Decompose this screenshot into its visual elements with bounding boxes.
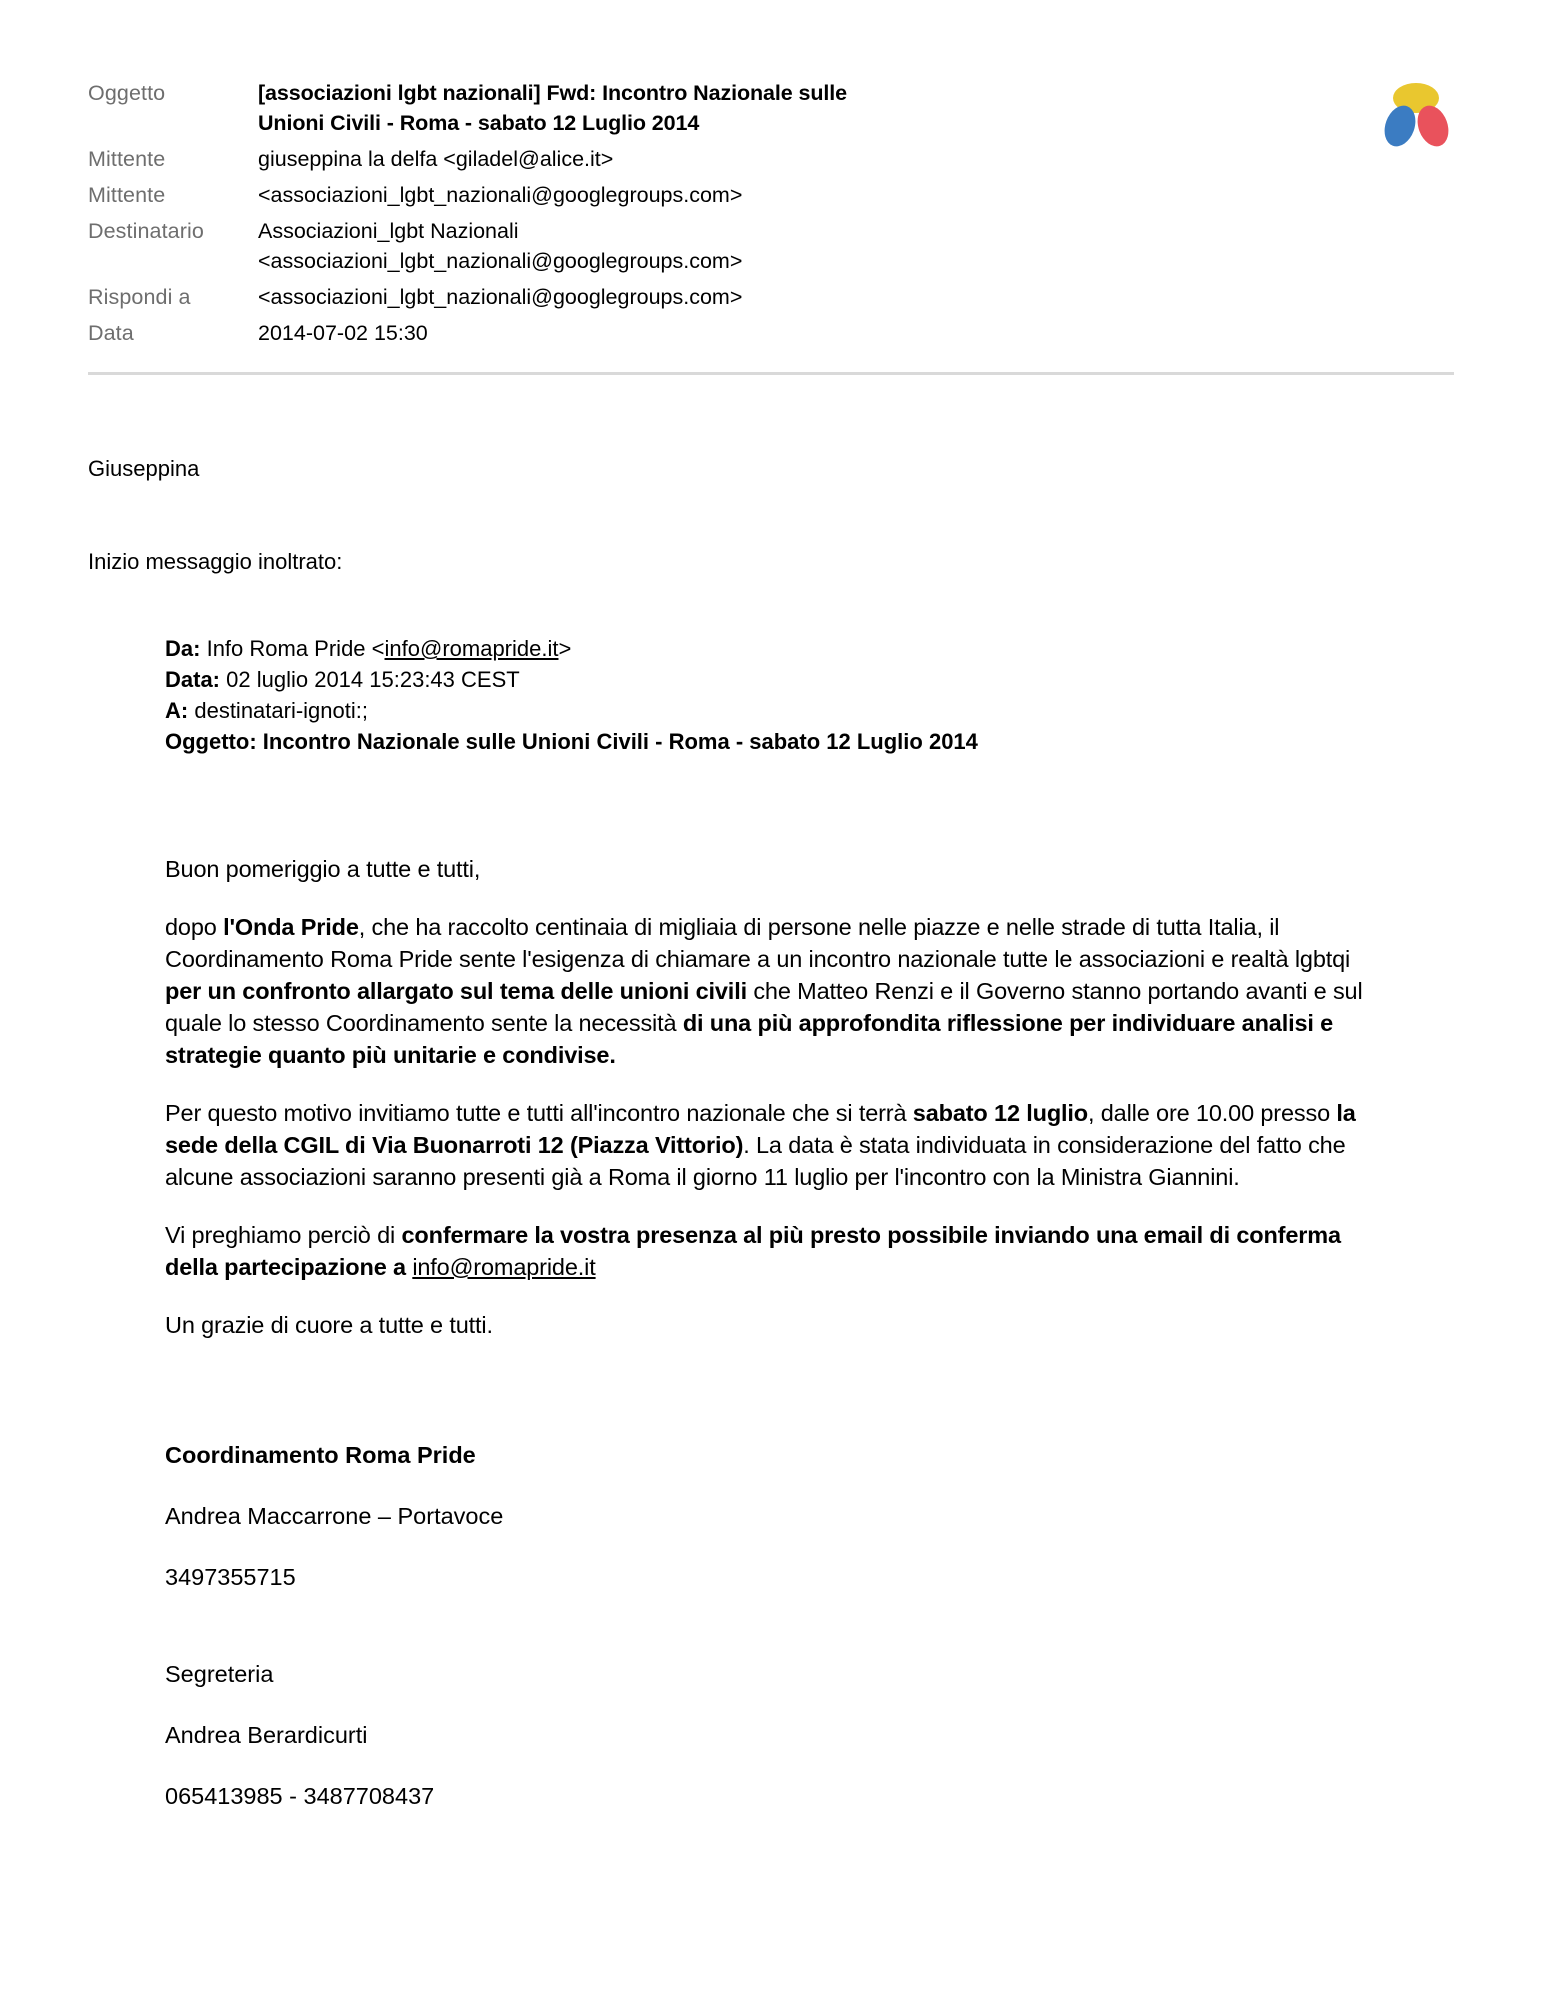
forwarded-row-a: [165, 695, 1456, 726]
p4-bold-conferma: confermare la vostra presenza al più presto possibile inviando una email di conferma della partecipazione a: [165, 1222, 1341, 1280]
header-divider: [88, 372, 1454, 375]
signature-spacer-top: [165, 1403, 1373, 1439]
envelope-label-rispondi-a: Rispondi a: [88, 285, 191, 309]
forwarded-message-header: [165, 633, 1456, 757]
forwarded-value-oggetto: Incontro Nazionale sulle Unioni Civili - Roma - sabato 12 Luglio 2014: [256, 729, 978, 754]
envelope-value-mittente-1: giuseppina la delfa <giladel@alice.it>: [258, 147, 614, 171]
envelope-label-mittente-1: Mittente: [88, 147, 166, 171]
signature-spokesperson-phone: 3497355715: [165, 1564, 296, 1590]
email-header: [0, 0, 1546, 354]
p2-bold-onda-pride: l'Onda Pride: [223, 914, 359, 940]
forwarded-label-da: Da:: [165, 636, 201, 661]
oggetto-line-2: Unioni Civili - Roma - sabato 12 Luglio 2014: [258, 111, 700, 135]
envelope-value-destinatario: [258, 216, 1088, 282]
signature-secretary-phones: 065413985 - 3487708437: [165, 1783, 435, 1809]
p3-part-d: . La data è stata individuata in considerazione del fatto che alcune associazioni saranno presenti già a Roma il giorno 11 luglio per l'incontro con la Ministra Giannini.: [165, 1132, 1346, 1190]
forwarded-row-da: [165, 633, 1456, 664]
signature-secretary-label: Segreteria: [165, 1661, 274, 1687]
envelope-label-mittente-2: Mittente: [88, 183, 166, 207]
p2-part-a: dopo: [165, 914, 224, 940]
signature-block: [165, 1403, 1373, 1812]
forwarded-value-a: destinatari-ignoti:;: [194, 698, 368, 723]
forwarded-row-oggetto: [165, 726, 1456, 757]
forwarded-da-prefix: Info Roma Pride <: [206, 636, 385, 661]
envelope-value-mittente-2: <associazioni_lgbt_nazionali@googlegroups.com>: [258, 183, 743, 207]
signature-organization: Coordinamento Roma Pride: [165, 1442, 476, 1468]
forward-intro-text: Inizio messaggio inoltrato:: [88, 549, 343, 574]
envelope-label-data: Data: [88, 321, 134, 345]
forwarded-da-suffix: >: [558, 636, 572, 661]
envelope-label-destinatario: Destinatario: [88, 219, 204, 243]
p2-bold-confronto: per un confronto allargato sul tema delle unioni civili: [165, 978, 747, 1004]
p2-part-c: , che ha raccolto centinaia di migliaia di persone nelle piazze e nelle strade di tutta Italia, il Coordinamento Roma Pride sente l'esigenza di chiamare a un incontro nazionale tutte le associazioni e realtà lgbtqi: [165, 914, 1351, 972]
forwarded-row-data: [165, 664, 1456, 695]
paragraph-invito: [165, 1097, 1373, 1193]
forwarded-label-data: Data:: [165, 667, 221, 692]
message-content: [165, 853, 1373, 1341]
signature-spokesperson: Andrea Maccarrone – Portavoce: [165, 1503, 504, 1529]
p2-bold-riflessione: di una più approfondita riflessione per individuare analisi e strategie quanto più unitarie e condivise.: [165, 1010, 1334, 1068]
envelope-value-rispondi-a: <associazioni_lgbt_nazionali@googlegroups.com>: [258, 285, 743, 309]
oggetto-line-1: [associazioni lgbt nazionali] Fwd: Incontro Nazionale sulle: [258, 81, 847, 105]
paragraph-greeting: [165, 853, 1373, 885]
paragraph-conferma: [165, 1219, 1373, 1283]
signature-secretary-name: Andrea Berardicurti: [165, 1722, 368, 1748]
envelope-row-oggetto: [88, 78, 1088, 144]
paragraph-onda-pride: [165, 911, 1373, 1071]
envelope-row-rispondi-a: [88, 282, 1088, 318]
destinatario-line-2: <associazioni_lgbt_nazionali@googlegroups.com>: [258, 249, 743, 273]
greeting-text: Giuseppina: [88, 456, 200, 481]
p3-bold-sabato: sabato 12 luglio: [912, 1100, 1088, 1126]
email-body: [0, 453, 1546, 1812]
envelope-row-destinatario: [88, 216, 1088, 282]
paragraph-grazie: [165, 1309, 1373, 1341]
envelope-row-data: [88, 318, 1088, 354]
p1-text: Buon pomeriggio a tutte e tutti,: [165, 856, 481, 882]
envelope-value-oggetto: [258, 78, 1088, 144]
envelope-label-oggetto: Oggetto: [88, 81, 166, 105]
conferma-email-link[interactable]: info@romapride.it: [412, 1254, 596, 1280]
p5-text: Un grazie di cuore a tutte e tutti.: [165, 1312, 493, 1338]
forwarded-value-data: 02 luglio 2014 15:23:43 CEST: [226, 667, 520, 692]
p4-part-a: Vi preghiamo perciò di: [165, 1222, 402, 1248]
destinatario-line-1: Associazioni_lgbt Nazionali: [258, 219, 519, 243]
envelope-fields: [88, 78, 1088, 354]
p3-bold-sede: la sede della CGIL di Via Buonarroti 12 (Piazza Vittorio): [165, 1100, 1356, 1158]
p3-part-a: Per questo motivo invitiamo tutte e tutti all'incontro nazionale che si terrà: [165, 1100, 913, 1126]
p2-part-d: che Matteo Renzi e il Governo stanno portando avanti e sul quale lo stesso Coordinamento sente la necessità: [165, 978, 1363, 1036]
signature-spacer-middle: [165, 1622, 1373, 1658]
p3-part-c: , dalle ore 10.00 presso: [1088, 1100, 1337, 1126]
three-ellipse-logo: [1378, 78, 1454, 150]
forwarded-da-email-link[interactable]: info@romapride.it: [384, 636, 559, 661]
envelope-row-mittente-1: [88, 144, 1088, 180]
forwarded-label-oggetto: Oggetto:: [165, 729, 257, 754]
envelope-value-data: 2014-07-02 15:30: [258, 321, 428, 345]
envelope-row-mittente-2: [88, 180, 1088, 216]
forwarded-label-a: A:: [165, 698, 189, 723]
